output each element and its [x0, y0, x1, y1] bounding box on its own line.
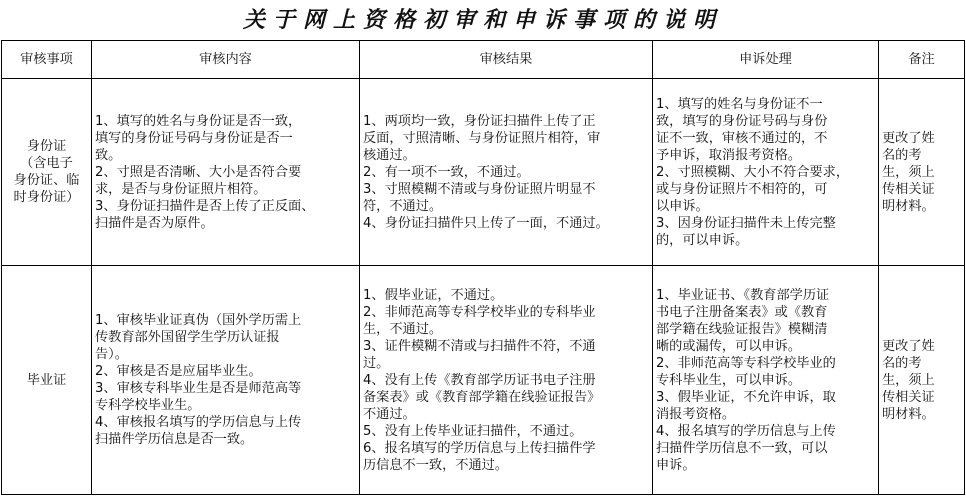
text-line: 1、审核毕业证真伪（国外学历需上: [95, 313, 302, 328]
text-line: 1、两项均一致，身份证扫描件上传了正: [363, 113, 596, 129]
text-line: 生，须上: [882, 372, 935, 388]
text-line: （含电子: [20, 156, 73, 171]
document-title: 关于网上资格初审和申诉事项的说明: [242, 7, 723, 33]
text-line: 反面，寸照清晰、与身份证照片相符，审: [363, 130, 601, 146]
cell-note-diploma: [879, 266, 965, 495]
text-line: 证不一致，审核不通过的，不: [656, 130, 828, 146]
text-line: 6、报名填写的学历信息与上传扫描件学: [363, 440, 596, 456]
text-line: 核通过。: [363, 147, 416, 163]
cell-appeal-diploma: [653, 266, 879, 495]
text-line: 告）。: [95, 347, 128, 362]
text-line: 2、寸照模糊、大小不符合要求，: [656, 164, 850, 180]
text-line: 历信息不一致，不通过。: [363, 457, 509, 473]
text-line: 3、假毕业证，不允许申诉，取: [656, 389, 836, 405]
text-line: 部学籍在线验证报告》模糊清: [656, 321, 828, 337]
cell-item-diploma: [2, 266, 92, 495]
text-line: 毕业证: [26, 372, 67, 388]
text-line: 时身份证）: [13, 190, 80, 205]
text-line: 致，填写的身份证号码与身份: [656, 113, 828, 129]
text-line: 传教育部外国留学生学历认证报: [95, 330, 280, 345]
text-line: 或与身份证照片不相符的，可: [656, 181, 828, 197]
text-line: 求，是否与身份证照片相符。: [95, 181, 267, 197]
table-header-row: [2, 41, 965, 79]
text-line: 以申诉。: [656, 198, 709, 214]
text-line: 2、寸照是否清晰、大小是否符合要: [95, 164, 302, 180]
text-line: 符，不通过。: [363, 198, 443, 214]
table-row: [2, 79, 965, 266]
text-line: 3、寸照模糊不清或与身份证照片明显不: [363, 181, 596, 197]
text-line: 5、没有上传毕业证扫描件，不通过。: [363, 423, 583, 439]
text-line: 名的考: [882, 355, 922, 371]
text-line: 更改了姓: [882, 338, 935, 354]
text-line: 晰的或漏传，可以申诉。: [656, 338, 802, 354]
text-line: 的，可以申诉。: [656, 232, 749, 248]
text-line: 填写的身份证号码与身份证是否一: [95, 130, 293, 146]
text-line: 备案表》或《教育部学籍在线验证报告》: [363, 389, 601, 405]
text-line: 专科学校毕业生。: [95, 398, 201, 413]
text-line: 1、毕业证书、《教育部学历证: [656, 287, 830, 303]
cell-content-diploma: [92, 266, 360, 495]
header-review-item: 审核事项: [2, 41, 92, 79]
cell-result-diploma: [360, 266, 653, 495]
text-line: 4、审核报名填写的学历信息与上传: [95, 415, 302, 430]
text-line: 不通过。: [363, 406, 416, 422]
text-line: 3、身份证扫描件是否上传了正反面、: [95, 198, 315, 214]
cell-appeal-id-card: [653, 79, 879, 266]
header-appeal-handling: 申诉处理: [653, 41, 879, 79]
text-line: 1、填写的姓名与身份证是否一致，: [95, 113, 302, 129]
header-notes: 备注: [879, 41, 965, 79]
text-line: 1、假毕业证，不通过。: [363, 287, 504, 303]
text-line: 传相关证: [882, 181, 935, 197]
header-review-result: 审核结果: [360, 41, 653, 79]
text-line: 扫描件是否为原件。: [95, 215, 214, 231]
text-line: 4、身份证扫描件只上传了一面，不通过。: [363, 215, 609, 231]
text-line: 身份证、临: [13, 173, 80, 188]
text-line: 明材料。: [882, 406, 935, 422]
review-table: [1, 40, 965, 495]
text-line: 2、非师范高等专科学校毕业的: [656, 355, 836, 371]
header-review-content: 审核内容: [92, 41, 360, 79]
text-line: 生，须上: [882, 164, 935, 180]
text-line: 予申诉，取消报考资格。: [656, 147, 802, 163]
text-line: 致。: [95, 147, 122, 163]
text-line: 消报考资格。: [656, 406, 736, 422]
text-line: 扫描件学历信息不一致，可以: [656, 440, 828, 456]
text-line: 3、因身份证扫描件未上传完整: [656, 215, 836, 231]
text-line: 传相关证: [882, 389, 935, 405]
text-line: 3、审核专科毕业生是否是师范高等: [95, 381, 302, 396]
table-row: [2, 266, 965, 495]
text-line: 3、证件模糊不清或与扫描件不符，不通: [363, 338, 596, 354]
text-line: 书电子注册备案表》或《教育: [656, 304, 828, 320]
text-line: 2、非师范高等专科学校毕业的专科毕业: [363, 304, 596, 320]
text-line: 扫描件学历信息是否一致。: [95, 432, 254, 447]
text-line: 1、填写的姓名与身份证不一: [656, 96, 823, 112]
text-line: 申诉。: [656, 457, 696, 473]
text-line: 过。: [363, 355, 390, 371]
text-line: 生，不通过。: [363, 321, 443, 337]
text-line: 2、审核是否是应届毕业生。: [95, 364, 262, 379]
text-line: 2、有一项不一致，不通过。: [363, 164, 530, 180]
text-line: 更改了姓: [882, 130, 935, 146]
cell-result-id-card: [360, 79, 653, 266]
text-line: 明材料。: [882, 198, 935, 214]
text-line: 名的考: [882, 147, 922, 163]
text-line: 专科毕业生，可以申诉。: [656, 372, 802, 388]
text-line: 4、报名填写的学历信息与上传: [656, 423, 836, 439]
cell-note-id-card: [879, 79, 965, 266]
text-line: 4、没有上传《教育部学历证书电子注册: [363, 372, 596, 388]
cell-item-id-card: [2, 79, 92, 266]
cell-content-id-card: [92, 79, 360, 266]
text-line: 身份证: [26, 139, 67, 154]
